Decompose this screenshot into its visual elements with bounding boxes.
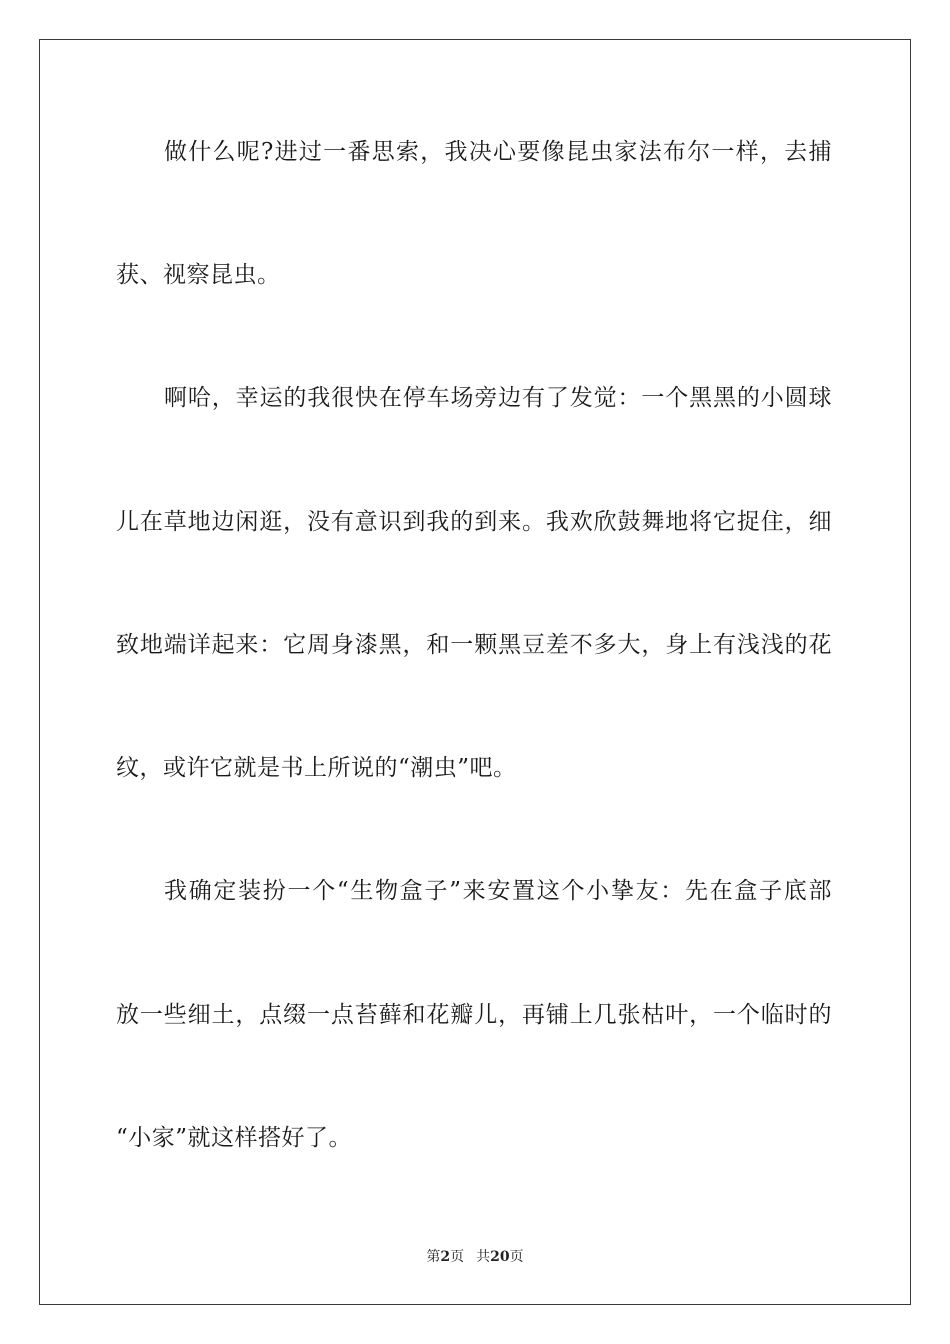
total-label-prefix: 共 [476, 1249, 491, 1265]
page-footer [0, 1247, 950, 1267]
paragraph-2-line-1: 啊哈，幸运的我很快在停车场旁边有了发觉：一个黑黑的小圆球 [164, 385, 832, 411]
paragraph-2-line-2: 儿在草地边闲逛，没有意识到我的到来。我欢欣鼓舞地将它捉住，细 [116, 509, 832, 535]
paragraph-1-line-2: 获、视察昆虫。 [116, 262, 281, 288]
page-label-suffix: 页 [450, 1249, 465, 1265]
page-border [39, 39, 911, 1305]
paragraph-2-line-3: 致地端详起来：它周身漆黑，和一颗黑豆差不多大，身上有浅浅的花 [116, 632, 832, 658]
total-pages: 20 [490, 1249, 510, 1265]
paragraph-3-line-2: 放一些细土，点缀一点苔藓和花瓣儿，再铺上几张枯叶，一个临时的 [116, 1002, 832, 1028]
paragraph-2-line-4: 纹，或许它就是书上所说的“潮虫”吧。 [116, 755, 517, 781]
paragraph-3-line-1: 我确定装扮一个“生物盒子”来安置这个小挚友：先在盒子底部 [164, 878, 832, 904]
total-label-suffix: 页 [509, 1249, 524, 1265]
page-label-prefix: 第 [426, 1249, 441, 1265]
paragraph-1-line-1: 做什么呢?进过一番思索，我决心要像昆虫家法布尔一样，去捕 [164, 139, 832, 165]
paragraph-3-line-3: “小家”就这样搭好了。 [116, 1125, 353, 1151]
page-number: 2 [440, 1249, 451, 1265]
